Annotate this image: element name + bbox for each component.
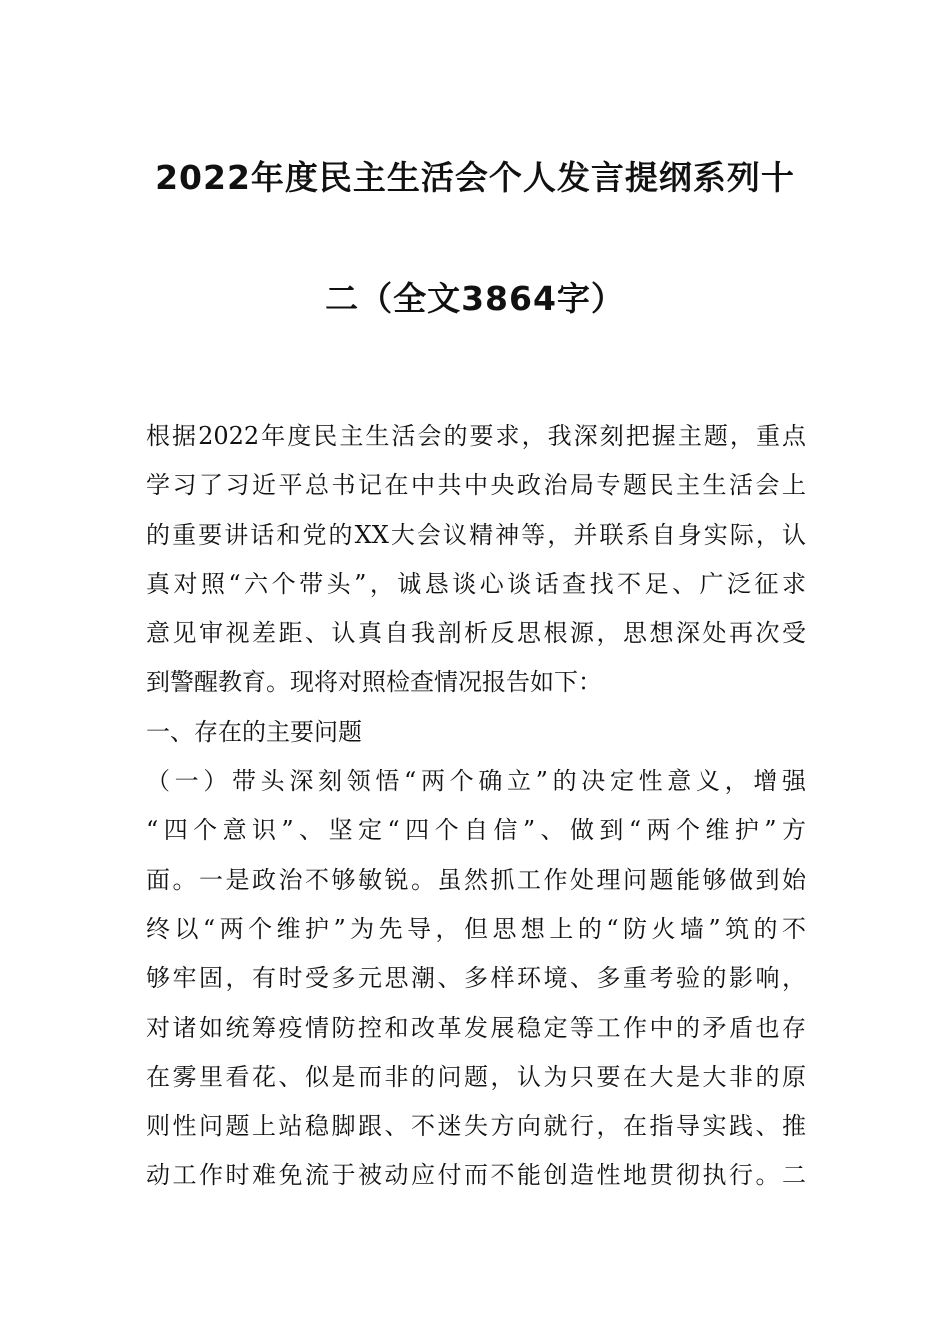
document-body [146,412,806,1201]
text-line: 够牢固，有时受多元思潮、多样环境、多重考验的影响， [146,964,806,993]
text-line: 意见审视差距、认真自我剖析反思根源，思想深处再次受 [146,619,806,648]
text-line: 的重要讲话和党的XX大会议精神等，并联系自身实际，认 [146,520,806,549]
text-line: 终以“两个维护”为先导，但思想上的“防火墙”筑的不 [146,914,806,943]
text-line: 动工作时难免流于被动应付而不能创造性地贯彻执行。二 [146,1161,806,1190]
subsection-paragraph [146,757,806,1201]
text-line: 在雾里看花、似是而非的问题，认为只要在大是大非的原 [146,1062,806,1091]
text-line: 到警醒教育。现将对照检查情况报告如下： [146,668,602,697]
text-line: 对诸如统筹疫情防控和改革发展稳定等工作中的矛盾也存 [146,1013,806,1042]
section-heading-text: 一、存在的主要问题 [146,717,362,746]
text-line: 面。一是政治不够敏锐。虽然抓工作处理问题能够做到始 [146,865,806,894]
text-line: 则性问题上站稳脚跟、不迷失方向就行，在指导实践、推 [146,1112,806,1141]
text-line: 学习了习近平总书记在中共中央政治局专题民主生活会上 [146,471,806,500]
text-line: 真对照“六个带头”，诚恳谈心谈话查找不足、广泛征求 [146,569,806,598]
text-line: “四个意识”、坚定“四个自信”、做到“两个维护”方 [146,816,806,845]
text-line: 根据2022年度民主生活会的要求，我深刻把握主题，重点 [146,422,806,450]
intro-paragraph [146,412,806,708]
text-line: （一）带头深刻领悟“两个确立”的决定性意义，增强 [146,767,806,796]
document-title-line-1: 2022年度民主生活会个人发言提纲系列十 [155,158,795,197]
section-heading [146,708,806,757]
document-title-line-2: 二（全文3864字） [325,279,625,318]
